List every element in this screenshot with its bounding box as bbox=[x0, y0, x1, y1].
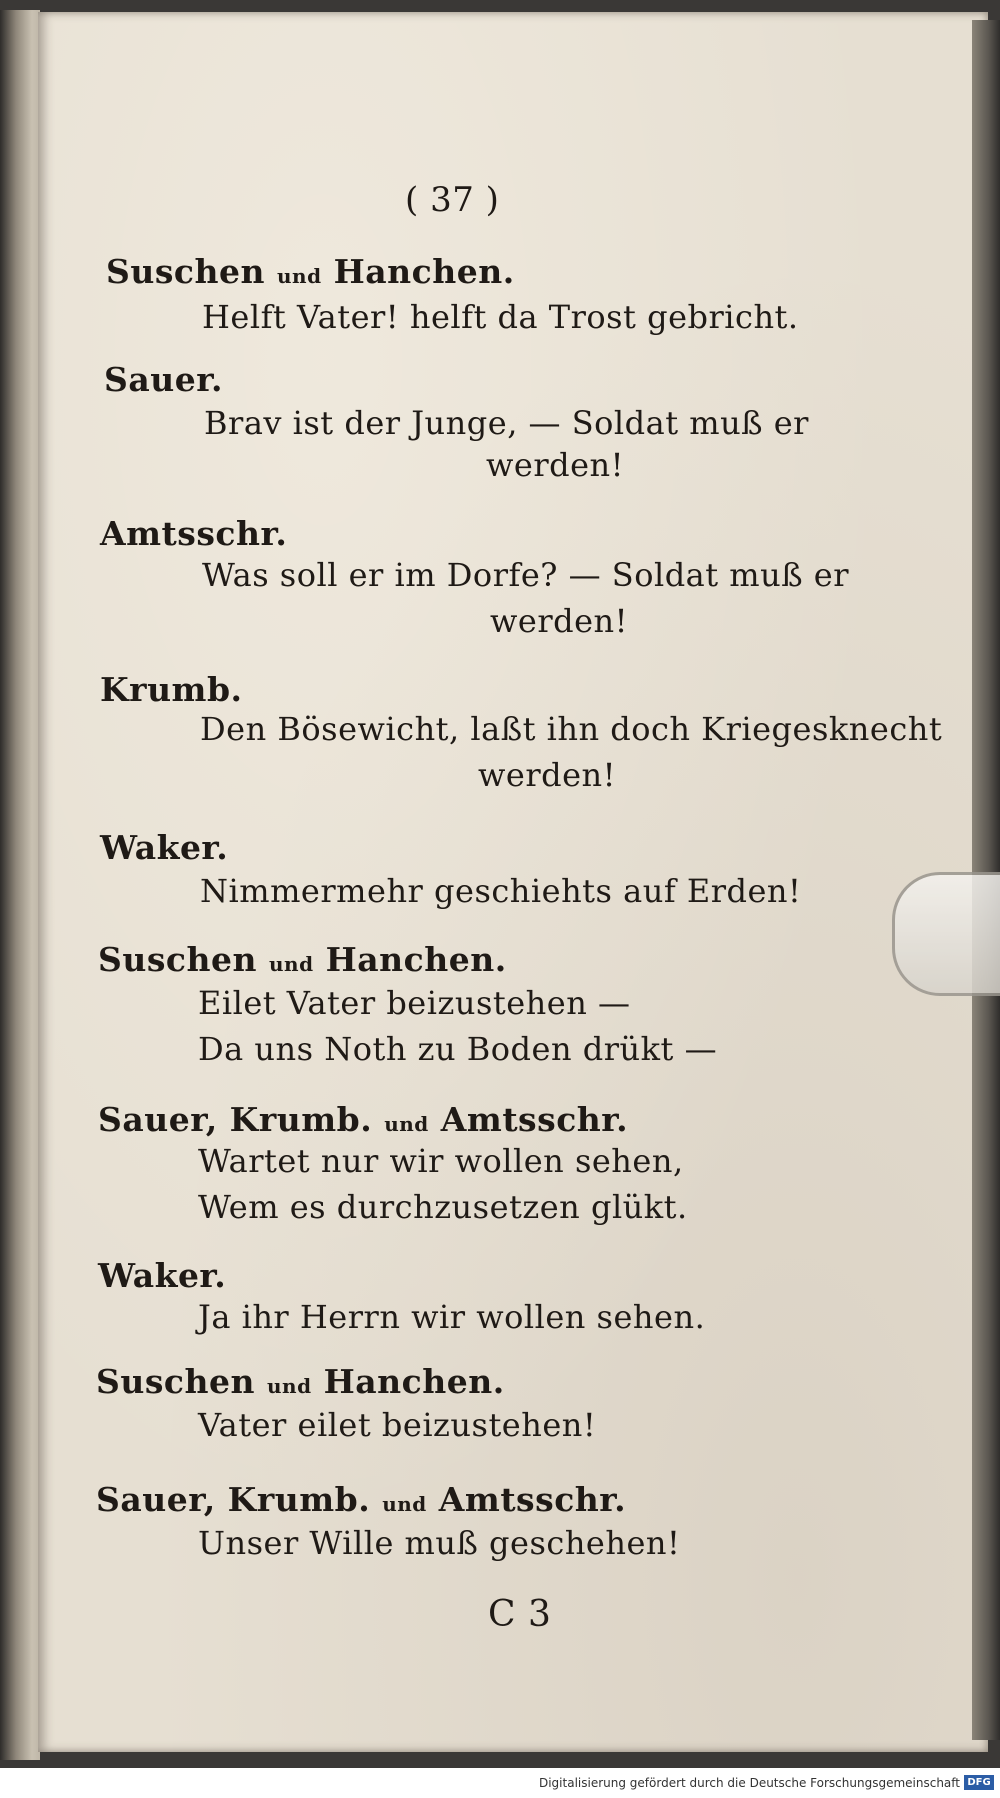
speaker-heading: Krumb. bbox=[100, 670, 243, 709]
speaker-heading bbox=[96, 1362, 505, 1401]
verse-line: Da uns Noth zu Boden drükt — bbox=[198, 1030, 718, 1068]
page-number: ( 37 ) bbox=[405, 180, 500, 220]
speaker-name: Sauer, Krumb. bbox=[96, 1480, 371, 1519]
footer-bar bbox=[0, 1768, 1000, 1798]
verse-line: werden! bbox=[486, 446, 625, 484]
speaker-name: Amtsschr. bbox=[438, 1480, 627, 1519]
speaker-name: Amtsschr. bbox=[440, 1100, 629, 1139]
speaker-name: Hanchen. bbox=[325, 940, 507, 979]
speaker-heading bbox=[98, 940, 507, 979]
conjunction: und bbox=[276, 264, 322, 288]
footer-credit: Digitalisierung gefördert durch die Deutsche Forschungsgemeinschaft bbox=[538, 1776, 960, 1790]
speaker-name: Suschen bbox=[98, 940, 257, 979]
speaker-heading: Amtsschr. bbox=[100, 514, 288, 553]
speaker-heading: Sauer. bbox=[104, 360, 224, 399]
verse-line: Den Bösewicht, laßt ihn doch Kriegesknecht bbox=[200, 710, 943, 748]
signature-mark: C 3 bbox=[488, 1594, 552, 1635]
verse-line: Vater eilet beizustehen! bbox=[198, 1406, 597, 1444]
speaker-name: Suschen bbox=[106, 252, 265, 291]
speaker-heading bbox=[96, 1480, 626, 1519]
conjunction: und bbox=[266, 1374, 312, 1398]
speaker-heading: Waker. bbox=[100, 828, 229, 867]
verse-line: Nimmermehr geschiehts auf Erden! bbox=[200, 872, 802, 910]
verse-line: Wartet nur wir wollen sehen, bbox=[198, 1142, 684, 1180]
verse-line: Wem es durchzusetzen glükt. bbox=[198, 1188, 688, 1226]
speaker-heading bbox=[98, 1100, 628, 1139]
speaker-name: Sauer, Krumb. bbox=[98, 1100, 373, 1139]
verse-line: Helft Vater! helft da Trost gebricht. bbox=[202, 298, 799, 336]
verse-line: werden! bbox=[490, 602, 629, 640]
speaker-name: Hanchen. bbox=[323, 1362, 505, 1401]
conjunction: und bbox=[384, 1112, 429, 1136]
verse-line: werden! bbox=[478, 756, 617, 794]
speaker-heading bbox=[106, 252, 515, 291]
verse-line: Brav ist der Junge, — Soldat muß er bbox=[204, 404, 809, 442]
verse-line: Unser Wille muß geschehen! bbox=[198, 1524, 681, 1562]
verse-line: Was soll er im Dorfe? — Soldat muß er bbox=[202, 556, 850, 594]
conjunction: und bbox=[382, 1492, 427, 1516]
conjunction: und bbox=[268, 952, 314, 976]
speaker-name: Suschen bbox=[96, 1362, 255, 1401]
verse-line: Eilet Vater beizustehen — bbox=[198, 984, 631, 1022]
verse-line: Ja ihr Herrn wir wollen sehen. bbox=[198, 1298, 706, 1336]
speaker-name: Hanchen. bbox=[333, 252, 515, 291]
speaker-heading: Waker. bbox=[98, 1256, 227, 1295]
dfg-logo: DFG bbox=[964, 1775, 994, 1790]
